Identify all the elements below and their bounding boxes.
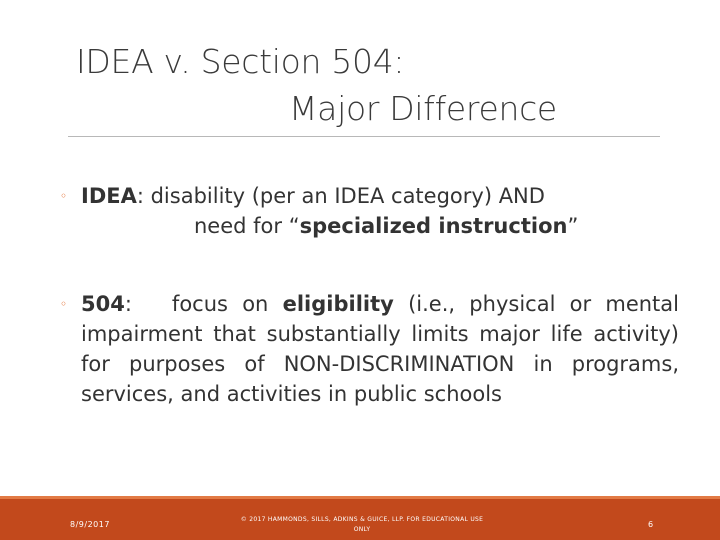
slide-title-line2: Major Difference [289,89,557,128]
bullet-504-text1: focus on [171,292,283,316]
bullet-504-head [81,292,172,316]
bullet-idea-line2 [81,211,680,241]
bullet-idea-body [81,181,680,241]
bullet-marker-icon: ◦ [60,297,68,311]
bullet-504-colon: : [124,292,132,316]
bullet-504-text2: (i.e., physical or mental impairment that substantially limits major life activity) for purposes of NON-DISCRIMINATION in programs, services, and activities in public schools [81,292,679,406]
bullet-idea-text: : disability (per an IDEA category) AND [136,184,545,208]
slide-title-line1: IDEA v. Section 504: [76,42,405,81]
bullet-idea [60,181,680,241]
footer-copyright-line1: © 2017 HAMMONDS, SILLS, ADKINS & GUICE, LLP. FOR EDUCATIONAL USE [240,516,484,523]
bullet-idea-cont-text: need for “ [194,214,300,238]
title-divider [68,136,660,137]
bullet-504 [60,289,680,409]
bullet-504-body [81,289,679,409]
bullet-marker-icon: ◦ [60,189,68,203]
slide-title [76,38,676,132]
footer-date: 8/9/2017 [70,520,110,529]
footer-copyright-line2: ONLY [353,526,371,533]
slide-footer [0,496,720,540]
bullet-idea-term: IDEA [81,184,137,208]
bullet-504-bold: eligibility [282,292,394,316]
footer-copyright [222,515,502,535]
bullet-idea-cont-end: ” [567,214,579,238]
bullet-idea-line1 [81,184,545,208]
footer-page-number: 6 [648,520,654,529]
bullet-504-term: 504 [81,292,125,316]
bullet-idea-cont-bold: specialized instruction [299,214,568,238]
